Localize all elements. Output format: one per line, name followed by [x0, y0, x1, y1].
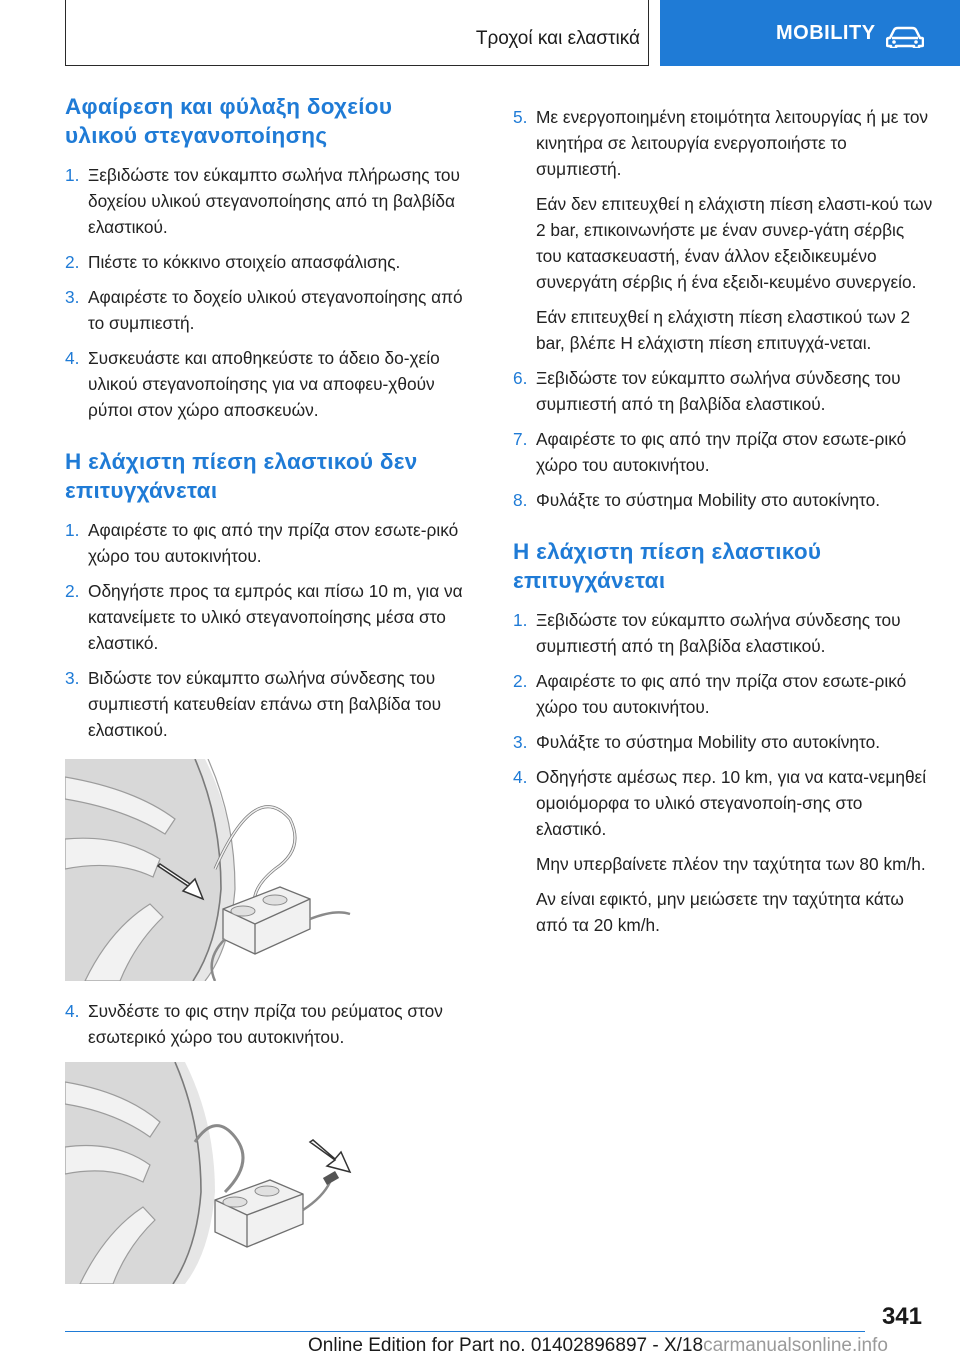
- step-number: 3.: [65, 668, 80, 688]
- heading-line: Η ελάχιστη πίεση ελαστικού δεν: [65, 449, 418, 474]
- step-text: Βιδώστε τον εύκαμπτο σωλήνα σύνδεσης του συμπιεστή κατευθείαν επάνω στη βαλβίδα του ελαστικού.: [88, 668, 442, 740]
- heading-line: Η ελάχιστη πίεση ελαστικού: [513, 539, 822, 564]
- left-column: [65, 92, 483, 1289]
- car-icon: [886, 26, 924, 48]
- wheel-rim-graphic: [65, 759, 235, 981]
- list-item: [513, 668, 933, 720]
- step-text: Αφαιρέστε το φις από την πρίζα στον εσωτε‐ρικό χώρο του αυτοκινήτου.: [536, 429, 907, 475]
- compressor-valve-illustration: [65, 759, 365, 981]
- heading-line: Αφαίρεση και φύλαξη δοχείου: [65, 94, 393, 119]
- step-text: Αν είναι εφικτό, μην μειώσετε την ταχύτητα κάτω από τα 20 km/h.: [536, 889, 904, 935]
- heading-line: επιτυγχάνεται: [65, 478, 218, 503]
- list-item: [513, 607, 933, 659]
- step-text: Συνδέστε το φις στην πρίζα του ρεύματος στον εσωτερικό χώρο του αυτοκινήτου.: [88, 1001, 443, 1047]
- step-number: 4.: [65, 1001, 80, 1021]
- step-text: Οδηγήστε προς τα εμπρός και πίσω 10 m, για να κατανείμετε το υλικό στεγανοποίησης μέσα στο ελαστικό.: [88, 581, 463, 653]
- list-item: [65, 578, 483, 656]
- step-number: 4.: [65, 348, 80, 368]
- step-number: 2.: [65, 252, 80, 272]
- step-number: 1.: [513, 610, 528, 630]
- page-header: [0, 0, 960, 66]
- section-heading-min-pressure-reached: [513, 537, 933, 595]
- list-item: [513, 487, 933, 513]
- step-text: Φυλάξτε το σύστημα Mobility στο αυτοκίνητο.: [536, 490, 881, 510]
- list-item: [65, 517, 483, 569]
- list-item: [65, 998, 483, 1050]
- step-number: 7.: [513, 429, 528, 449]
- compressor-plug-illustration: [65, 1062, 365, 1284]
- step-number: 2.: [513, 671, 528, 691]
- step-text: Με ενεργοποιημένη ετοιμότητα λειτουργίας ή με τον κινητήρα σε λειτουργία ενεργοποιήστε το συμπιεστή.: [536, 107, 929, 179]
- step-text: Συσκευάστε και αποθηκεύστε το άδειο δο‐χείο υλικού στεγανοποίησης για να αποφευ‐χθούν ρύποι στον χώρο αποσκευών.: [88, 348, 440, 420]
- steps-list: [513, 104, 933, 513]
- steps-list: [65, 162, 483, 423]
- step-text: Πιέστε το κόκκινο στοιχείο απασφάλισης.: [88, 252, 401, 272]
- heading-line: υλικού στεγανοποίησης: [65, 123, 328, 148]
- list-item: [65, 249, 483, 275]
- step-number: 4.: [513, 767, 528, 787]
- step-number: 6.: [513, 368, 528, 388]
- list-item: [65, 345, 483, 423]
- step-number: 8.: [513, 490, 528, 510]
- chapter-tab-label: MOBILITY: [776, 21, 876, 44]
- footer-edition: [308, 1335, 888, 1357]
- list-item: [65, 284, 483, 336]
- step-text: Εάν επιτευχθεί η ελάχιστη πίεση ελαστικού των 2 bar, βλέπε Η ελάχιστη πίεση επιτυγχά‐νεται.: [536, 307, 911, 353]
- chapter-tab[interactable]: [660, 0, 960, 66]
- wheel-rim-graphic: [65, 1062, 215, 1284]
- step-text: Αφαιρέστε το φις από την πρίζα στον εσωτε‐ρικό χώρο του αυτοκινήτου.: [88, 520, 459, 566]
- footer-divider: [65, 1331, 865, 1332]
- step-number: 3.: [513, 732, 528, 752]
- step-text: Μην υπερβαίνετε πλέον την ταχύτητα των 80 km/h.: [536, 854, 926, 874]
- steps-list: [65, 998, 483, 1050]
- list-item: [513, 764, 933, 938]
- step-text: Ξεβιδώστε τον εύκαμπτο σωλήνα πλήρωσης του δοχείου υλικού στεγανοποίησης από τη βαλβίδα ελαστικού.: [88, 165, 460, 237]
- step-text: Αφαιρέστε το φις από την πρίζα στον εσωτε‐ρικό χώρο του αυτοκινήτου.: [536, 671, 907, 717]
- edition-text: Online Edition for Part no. 01402896897 - X/18: [308, 1335, 704, 1356]
- step-text: Ξεβιδώστε τον εύκαμπτο σωλήνα σύνδεσης του συμπιεστή από τη βαλβίδα ελαστικού.: [536, 610, 901, 656]
- step-number: 1.: [65, 165, 80, 185]
- section-heading-remove-container: [65, 92, 483, 150]
- list-item: [513, 365, 933, 417]
- step-text: Αφαιρέστε το δοχείο υλικού στεγανοποίησης από το συμπιεστή.: [88, 287, 463, 333]
- heading-line: επιτυγχάνεται: [513, 568, 666, 593]
- right-column: [513, 104, 933, 938]
- step-text: Φυλάξτε το σύστημα Mobility στο αυτοκίνητο.: [536, 732, 881, 752]
- step-text: Οδηγήστε αμέσως περ. 10 km, για να κατα‐νεμηθεί ομοιόμορφα το υλικό στεγανοποίη‐σης στο ελαστικό.: [536, 767, 927, 839]
- section-title: Τροχοί και ελαστικά: [475, 28, 640, 49]
- steps-list: [513, 607, 933, 938]
- steps-list: [65, 517, 483, 743]
- step-number: 5.: [513, 107, 528, 127]
- list-item: [513, 426, 933, 478]
- step-text: Ξεβιδώστε τον εύκαμπτο σωλήνα σύνδεσης του συμπιεστή από τη βαλβίδα ελαστικού.: [536, 368, 901, 414]
- page-number: 341: [881, 1303, 922, 1330]
- section-heading-min-pressure-not-reached: [65, 447, 483, 505]
- step-number: 3.: [65, 287, 80, 307]
- list-item: [65, 665, 483, 743]
- step-text: Εάν δεν επιτευχθεί η ελάχιστη πίεση ελαστι‐κού των 2 bar, επικοινωνήστε με έναν συνερ‐γάτη σέρβις του κατασκευαστή, έναν άλλον εξειδικευμένο συνεργάτη σέρβις ή ένα εξειδι‐κευμένο συνεργείο.: [536, 194, 933, 292]
- list-item: [65, 162, 483, 240]
- list-item: [513, 729, 933, 755]
- step-number: 1.: [65, 520, 80, 540]
- step-number: 2.: [65, 581, 80, 601]
- list-item: [513, 104, 933, 356]
- watermark-text: carmanualsonline.info: [703, 1335, 888, 1356]
